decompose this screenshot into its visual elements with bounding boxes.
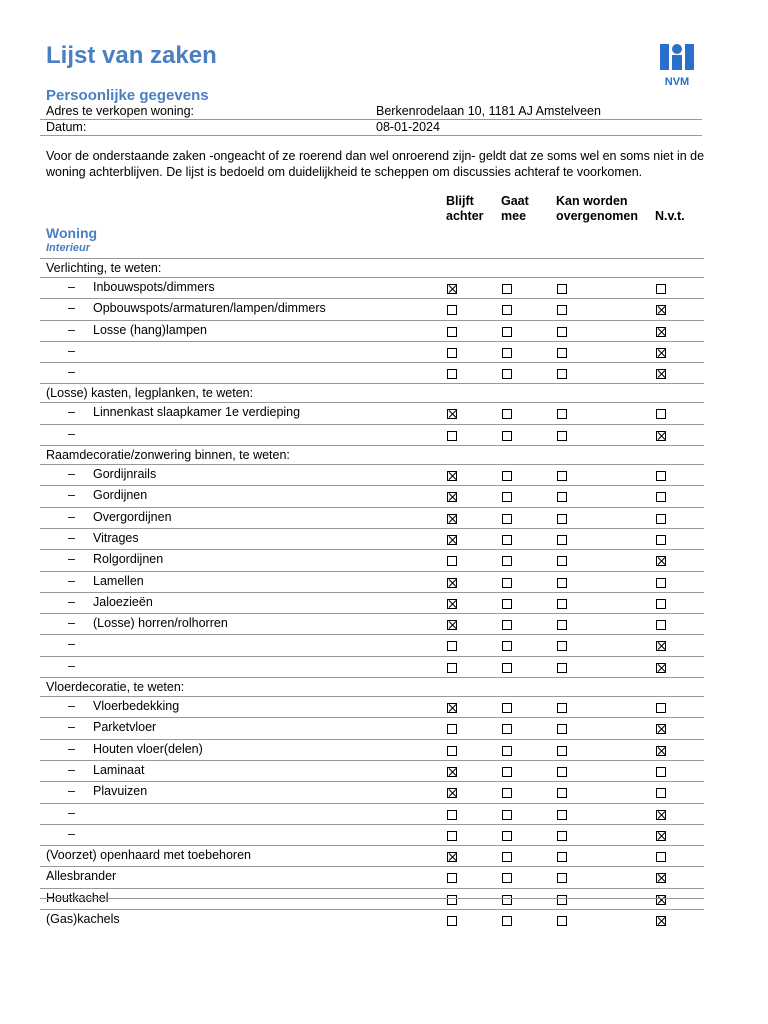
checkbox-gaat[interactable] [502,578,512,588]
checkbox-kan[interactable] [557,724,567,734]
group-row [40,677,704,696]
checkbox-nvt[interactable] [656,471,666,481]
checkbox-blijft[interactable] [447,831,457,841]
col-kan-line2: overgenomen [556,209,638,223]
row-dash: – [68,658,75,673]
checkbox-kan[interactable] [557,599,567,609]
checkbox-blijft[interactable] [447,284,457,294]
checkbox-blijft[interactable] [447,431,457,441]
row-label: (Losse) horren/rolhorren [93,616,228,631]
subsection-interieur: Interieur [46,242,91,254]
checkbox-blijft[interactable] [447,556,457,566]
checkbox-kan[interactable] [557,916,567,926]
table-row [40,464,704,485]
row-dash: – [68,720,75,735]
row-dash: – [68,488,75,503]
checkbox-blijft[interactable] [447,873,457,883]
checkbox-nvt[interactable] [656,663,666,673]
checkbox-gaat[interactable] [502,284,512,294]
group-row [40,258,704,277]
row-dash: – [68,343,75,358]
checkbox-blijft[interactable] [447,599,457,609]
table-row [40,320,704,341]
address-label: Adres te verkopen woning: [46,104,195,118]
table-row [40,656,704,677]
checkbox-kan[interactable] [557,831,567,841]
checkbox-nvt[interactable] [656,556,666,566]
row-label: Vloerdecoratie, te weten: [46,680,185,695]
checkbox-gaat[interactable] [502,305,512,315]
checkbox-kan[interactable] [557,852,567,862]
checkbox-kan[interactable] [557,431,567,441]
checkbox-blijft[interactable] [447,895,457,905]
checkbox-kan[interactable] [557,620,567,630]
checkbox-kan[interactable] [557,514,567,524]
row-label: Lamellen [93,573,144,588]
row-label: (Gas)kachels [46,912,120,927]
checkbox-nvt[interactable] [656,305,666,315]
checkbox-nvt[interactable] [656,348,666,358]
row-label: Houtkachel [46,890,109,905]
checkbox-gaat[interactable] [502,327,512,337]
checkbox-blijft[interactable] [447,578,457,588]
table-row [40,571,704,592]
checkbox-kan[interactable] [557,409,567,419]
checkbox-nvt[interactable] [656,703,666,713]
checkbox-nvt[interactable] [656,284,666,294]
row-label: Houten vloer(delen) [93,741,203,756]
checkbox-kan[interactable] [557,492,567,502]
checkbox-blijft[interactable] [447,746,457,756]
checkbox-nvt[interactable] [656,746,666,756]
checkbox-blijft[interactable] [447,641,457,651]
date-value: 08-01-2024 [376,120,440,134]
checkbox-blijft[interactable] [447,663,457,673]
checkbox-kan[interactable] [557,327,567,337]
table-row [40,717,704,738]
col-blijft-line1: Blijft [446,194,474,208]
address-value: Berkenrodelaan 10, 1181 AJ Amstelveen [376,104,601,118]
row-dash: – [68,322,75,337]
checkbox-gaat[interactable] [502,852,512,862]
checkbox-nvt[interactable] [656,852,666,862]
checkbox-gaat[interactable] [502,641,512,651]
table-row [40,341,704,362]
checkbox-blijft[interactable] [447,327,457,337]
checkbox-gaat[interactable] [502,810,512,820]
checkbox-kan[interactable] [557,641,567,651]
personal-heading: Persoonlijke gegevens [46,87,209,104]
checkbox-nvt[interactable] [656,916,666,926]
col-gaat-line2: mee [501,209,527,223]
checkbox-nvt[interactable] [656,409,666,419]
checkbox-kan[interactable] [557,578,567,588]
checkbox-nvt[interactable] [656,641,666,651]
row-label: Rolgordijnen [93,552,164,567]
row-dash: – [68,509,75,524]
checkbox-gaat[interactable] [502,535,512,545]
row-dash: – [68,280,75,294]
checkbox-gaat[interactable] [502,703,512,713]
row-label: Raamdecoratie/zonwering binnen, te weten: [46,448,290,463]
row-label: Jaloezieën [93,594,153,609]
table-row [40,298,704,319]
row-label: Linnenkast slaapkamer 1e verdieping [93,405,301,420]
group-row [40,445,704,464]
checkbox-nvt[interactable] [656,620,666,630]
checkbox-nvt[interactable] [656,578,666,588]
checkbox-gaat[interactable] [502,831,512,841]
table-row [40,549,704,570]
table-row [40,696,704,717]
row-dash: – [68,405,75,420]
checkbox-nvt[interactable] [656,369,666,379]
checkbox-gaat[interactable] [502,746,512,756]
table-row [40,803,704,824]
row-dash: – [68,826,75,841]
row-dash: – [68,637,75,652]
checkbox-kan[interactable] [557,471,567,481]
checkbox-blijft[interactable] [447,916,457,926]
row-label: Gordijnrails [93,467,157,482]
checkbox-gaat[interactable] [502,492,512,502]
table-row [40,507,704,528]
col-blijft-achter [446,194,484,224]
table-row [40,634,704,655]
info-row-date [40,119,702,136]
checkbox-blijft[interactable] [447,852,457,862]
table-row [40,824,704,845]
checkbox-blijft[interactable] [447,409,457,419]
col-kan-worden-overgenomen [556,194,638,224]
table-bottom-rule [40,898,704,899]
checkbox-nvt[interactable] [656,831,666,841]
checkbox-kan[interactable] [557,663,567,673]
checkbox-nvt[interactable] [656,327,666,337]
checkbox-blijft[interactable] [447,767,457,777]
checkbox-gaat[interactable] [502,767,512,777]
checkbox-blijft[interactable] [447,724,457,734]
checkbox-gaat[interactable] [502,895,512,905]
checkbox-gaat[interactable] [502,556,512,566]
row-dash: – [68,426,75,441]
checkbox-gaat[interactable] [502,369,512,379]
table-row [40,528,704,549]
checkbox-kan[interactable] [557,746,567,756]
table-row [40,613,704,634]
info-row-address [40,103,702,120]
checkbox-gaat[interactable] [502,409,512,419]
row-label: Vloerbedekking [93,699,180,714]
checkbox-kan[interactable] [557,873,567,883]
row-dash: – [68,365,75,380]
row-label: Plavuizen [93,784,148,799]
checkbox-kan[interactable] [557,767,567,777]
row-dash: – [68,762,75,777]
logo-text: NVM [664,76,690,88]
table-row [40,485,704,506]
checkbox-kan[interactable] [557,703,567,713]
checkbox-blijft[interactable] [447,788,457,798]
table-row [40,760,704,781]
checkbox-nvt[interactable] [656,535,666,545]
table-row [40,781,704,802]
checkbox-kan[interactable] [557,284,567,294]
row-dash: – [68,699,75,714]
checkbox-blijft[interactable] [447,810,457,820]
checkbox-kan[interactable] [557,305,567,315]
checkbox-gaat[interactable] [502,788,512,798]
items-table [40,258,704,930]
checkbox-blijft[interactable] [447,348,457,358]
checkbox-nvt[interactable] [656,788,666,798]
col-gaat-mee [501,194,529,224]
row-label: Verlichting, te weten: [46,261,162,275]
row-label: Overgordijnen [93,509,172,524]
checkbox-nvt[interactable] [656,724,666,734]
row-label: Losse (hang)lampen [93,322,207,337]
checkbox-gaat[interactable] [502,471,512,481]
table-row [40,402,704,423]
checkbox-blijft[interactable] [447,305,457,315]
checkbox-blijft[interactable] [447,535,457,545]
checkbox-kan[interactable] [557,556,567,566]
checkbox-blijft[interactable] [447,369,457,379]
checkbox-nvt[interactable] [656,599,666,609]
checkbox-nvt[interactable] [656,873,666,883]
table-row [40,277,704,298]
row-label: Allesbrander [46,869,117,884]
checkbox-kan[interactable] [557,810,567,820]
page-title: Lijst van zaken [46,42,217,69]
checkbox-kan[interactable] [557,369,567,379]
row-label: (Losse) kasten, legplanken, te weten: [46,386,254,401]
row-dash: – [68,741,75,756]
row-dash: – [68,805,75,820]
table-row [40,845,704,866]
table-row [40,739,704,760]
col-gaat-line1: Gaat [501,194,529,208]
checkbox-kan[interactable] [557,788,567,798]
checkbox-nvt[interactable] [656,810,666,820]
checkbox-kan[interactable] [557,895,567,905]
checkbox-blijft[interactable] [447,471,457,481]
row-dash: – [68,530,75,545]
row-label: Gordijnen [93,488,148,503]
group-row [40,383,704,402]
checkbox-nvt[interactable] [656,431,666,441]
date-label: Datum: [46,120,87,134]
checkbox-gaat[interactable] [502,724,512,734]
checkbox-gaat[interactable] [502,599,512,609]
row-dash: – [68,616,75,631]
checkbox-nvt[interactable] [656,895,666,905]
checkbox-blijft[interactable] [447,514,457,524]
checkbox-blijft[interactable] [447,492,457,502]
checkbox-nvt[interactable] [656,492,666,502]
table-row [40,866,704,887]
row-label: (Voorzet) openhaard met toebehoren [46,848,251,863]
checkbox-blijft[interactable] [447,620,457,630]
row-dash: – [68,552,75,567]
checkbox-gaat[interactable] [502,620,512,630]
checkbox-kan[interactable] [557,535,567,545]
nvm-logo [658,42,696,88]
checkbox-gaat[interactable] [502,916,512,926]
col-blijft-line2: achter [446,209,484,223]
row-label: Inbouwspots/dimmers [93,280,215,294]
row-label: Opbouwspots/armaturen/lampen/dimmers [93,301,326,316]
row-dash: – [68,573,75,588]
checkbox-gaat[interactable] [502,431,512,441]
checkbox-gaat[interactable] [502,873,512,883]
table-row [40,592,704,613]
section-woning: Woning [46,225,98,241]
col-kan-line1: Kan worden [556,194,628,208]
row-label: Parketvloer [93,720,157,735]
checkbox-nvt[interactable] [656,514,666,524]
col-nvt: N.v.t. [655,209,685,223]
checkbox-kan[interactable] [557,348,567,358]
checkbox-gaat[interactable] [502,348,512,358]
checkbox-gaat[interactable] [502,514,512,524]
row-dash: – [68,594,75,609]
checkbox-gaat[interactable] [502,663,512,673]
table-row [40,909,704,930]
row-dash: – [68,301,75,316]
intro-text: Voor de onderstaande zaken -ongeacht of ze roerend dan wel onroerend zijn- geldt dat ze soms wel en soms niet in de woning achterblijven. De lijst is bedoeld om duidelijkheid te scheppen om discussies achteraf te voorkomen. [46,149,705,179]
row-dash: – [68,467,75,482]
row-dash: – [68,784,75,799]
checkbox-nvt[interactable] [656,767,666,777]
table-row [40,424,704,445]
table-row [40,362,704,383]
row-label: Vitrages [93,530,139,545]
row-label: Laminaat [93,762,145,777]
checkbox-blijft[interactable] [447,703,457,713]
